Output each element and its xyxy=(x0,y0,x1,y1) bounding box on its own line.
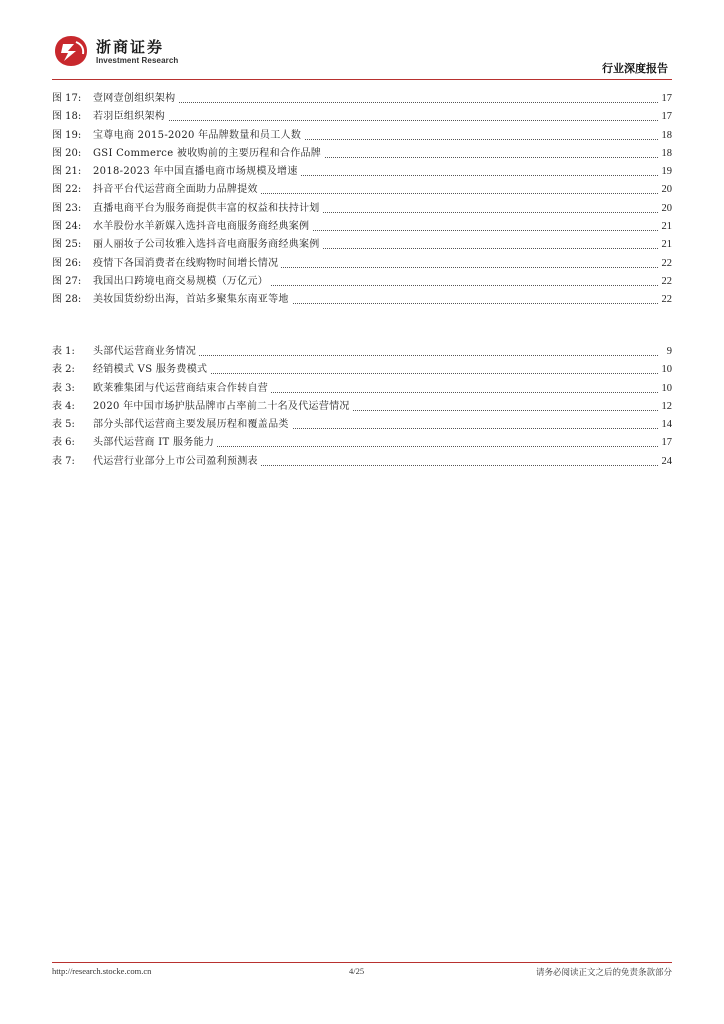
page-number: 18 xyxy=(660,145,673,163)
page-number: 20 xyxy=(660,181,673,199)
page-number: 14 xyxy=(660,416,673,434)
figure-label: 图 20: xyxy=(52,147,82,159)
figure-label: 图 26: xyxy=(52,257,82,269)
figure-label: 图 27: xyxy=(52,275,82,287)
figure-title: 丽人丽妆子公司妆雅入选抖音电商服务商经典案例 xyxy=(93,236,323,254)
toc-row[interactable] xyxy=(52,218,672,236)
figure-title: GSI Commerce 被收购前的主要历程和合作品牌 xyxy=(93,145,324,163)
figure-title: 2018-2023 年中国直播电商市场规模及增速 xyxy=(93,163,301,181)
page-header xyxy=(52,30,672,80)
figure-title: 我国出口跨境电商交易规模（万亿元） xyxy=(93,273,271,291)
toc-row[interactable] xyxy=(52,181,672,199)
figure-label: 图 24: xyxy=(52,221,82,233)
page-number: 24 xyxy=(660,453,673,471)
toc-row[interactable] xyxy=(52,343,672,361)
table-title: 头部代运营商业务情况 xyxy=(93,343,199,361)
table-title: 经销模式 VS 服务费模式 xyxy=(93,361,210,379)
header-divider xyxy=(52,79,672,80)
figure-title: 疫情下各国消费者在线购物时间增长情况 xyxy=(93,255,281,273)
figure-label: 图 25: xyxy=(52,239,82,251)
page-number: 21 xyxy=(660,218,673,236)
table-label: 表 2: xyxy=(52,364,75,376)
figure-label: 图 22: xyxy=(52,184,82,196)
table-label: 表 5: xyxy=(52,419,75,431)
company-logo xyxy=(52,30,232,74)
table-label: 表 1: xyxy=(52,346,75,357)
figure-label: 图 18: xyxy=(52,111,82,123)
page-number: 22 xyxy=(660,255,673,273)
page-number: 22 xyxy=(660,273,673,291)
figure-title: 若羽臣组织架构 xyxy=(93,108,168,126)
page-number: 12 xyxy=(660,398,673,416)
toc-row[interactable] xyxy=(52,127,672,145)
logo-english-name: Investment Research xyxy=(96,56,179,65)
page-number: 17 xyxy=(660,108,673,126)
toc-row[interactable] xyxy=(52,108,672,126)
toc-row[interactable] xyxy=(52,291,672,309)
figure-label: 图 21: xyxy=(52,166,82,178)
toc-row[interactable] xyxy=(52,255,672,273)
logo-chinese-name: 浙商证券 xyxy=(96,38,165,56)
table-title: 部分头部代运营商主要发展历程和覆盖品类 xyxy=(93,416,292,434)
footer-url[interactable]: http://research.stocke.com.cn xyxy=(52,966,152,976)
table-title: 头部代运营商 IT 服务能力 xyxy=(93,434,217,452)
toc-row[interactable] xyxy=(52,200,672,218)
figure-title: 水羊股份水羊新媒入选抖音电商服务商经典案例 xyxy=(93,218,312,236)
table-title: 代运营行业部分上市公司盈利预测表 xyxy=(93,453,261,471)
table-label: 表 3: xyxy=(52,382,75,394)
page-footer xyxy=(52,966,672,980)
toc-row[interactable] xyxy=(52,236,672,254)
table-title: 欧莱雅集团与代运营商结束合作转自营 xyxy=(93,380,271,398)
toc-row[interactable] xyxy=(52,434,672,452)
figure-title: 宝尊电商 2015-2020 年品牌数量和员工人数 xyxy=(93,127,304,145)
table-label: 表 7: xyxy=(52,455,75,467)
table-label: 表 6: xyxy=(52,437,75,449)
page-number: 22 xyxy=(660,291,673,309)
figure-label: 图 28: xyxy=(52,294,82,306)
figure-title: 壹网壹创组织架构 xyxy=(93,90,178,108)
figure-title: 美妆国货纷纷出海，首站多聚集东南亚等地 xyxy=(93,291,292,309)
page-number: 18 xyxy=(660,127,673,145)
page-number: 19 xyxy=(660,163,673,181)
report-type: 行业深度报告 xyxy=(602,62,668,75)
toc-row[interactable] xyxy=(52,145,672,163)
toc-row[interactable] xyxy=(52,453,672,471)
figure-title: 直播电商平台为服务商提供丰富的权益和扶持计划 xyxy=(93,200,323,218)
page-number: 10 xyxy=(660,361,673,379)
page-number: 17 xyxy=(660,90,673,108)
table-list xyxy=(52,343,672,471)
toc-row[interactable] xyxy=(52,361,672,379)
logo-mark-icon xyxy=(52,34,90,68)
footer-disclaimer: 请务必阅读正文之后的免责条款部分 xyxy=(535,968,672,978)
figure-label: 图 23: xyxy=(52,202,82,214)
toc-row[interactable] xyxy=(52,163,672,181)
leader-dots xyxy=(93,120,658,121)
page-number: 20 xyxy=(660,200,673,218)
table-title: 2020 年中国市场护肤品牌市占率前二十名及代运营情况 xyxy=(93,398,353,416)
footer-divider xyxy=(52,962,672,963)
page-indicator: 4/25 xyxy=(349,966,365,976)
figure-label: 图 19: xyxy=(52,129,82,141)
toc-row[interactable] xyxy=(52,273,672,291)
toc-row[interactable] xyxy=(52,416,672,434)
figure-list xyxy=(52,90,672,310)
page-number: 17 xyxy=(660,434,673,452)
page-number: 21 xyxy=(660,236,673,254)
toc-row[interactable] xyxy=(52,398,672,416)
page-number: 9 xyxy=(665,343,672,361)
toc-row[interactable] xyxy=(52,90,672,108)
figure-label: 图 17: xyxy=(52,93,82,104)
toc-row[interactable] xyxy=(52,380,672,398)
figure-title: 抖音平台代运营商全面助力品牌提效 xyxy=(93,181,261,199)
table-label: 表 4: xyxy=(52,400,75,412)
page-number: 10 xyxy=(660,380,673,398)
